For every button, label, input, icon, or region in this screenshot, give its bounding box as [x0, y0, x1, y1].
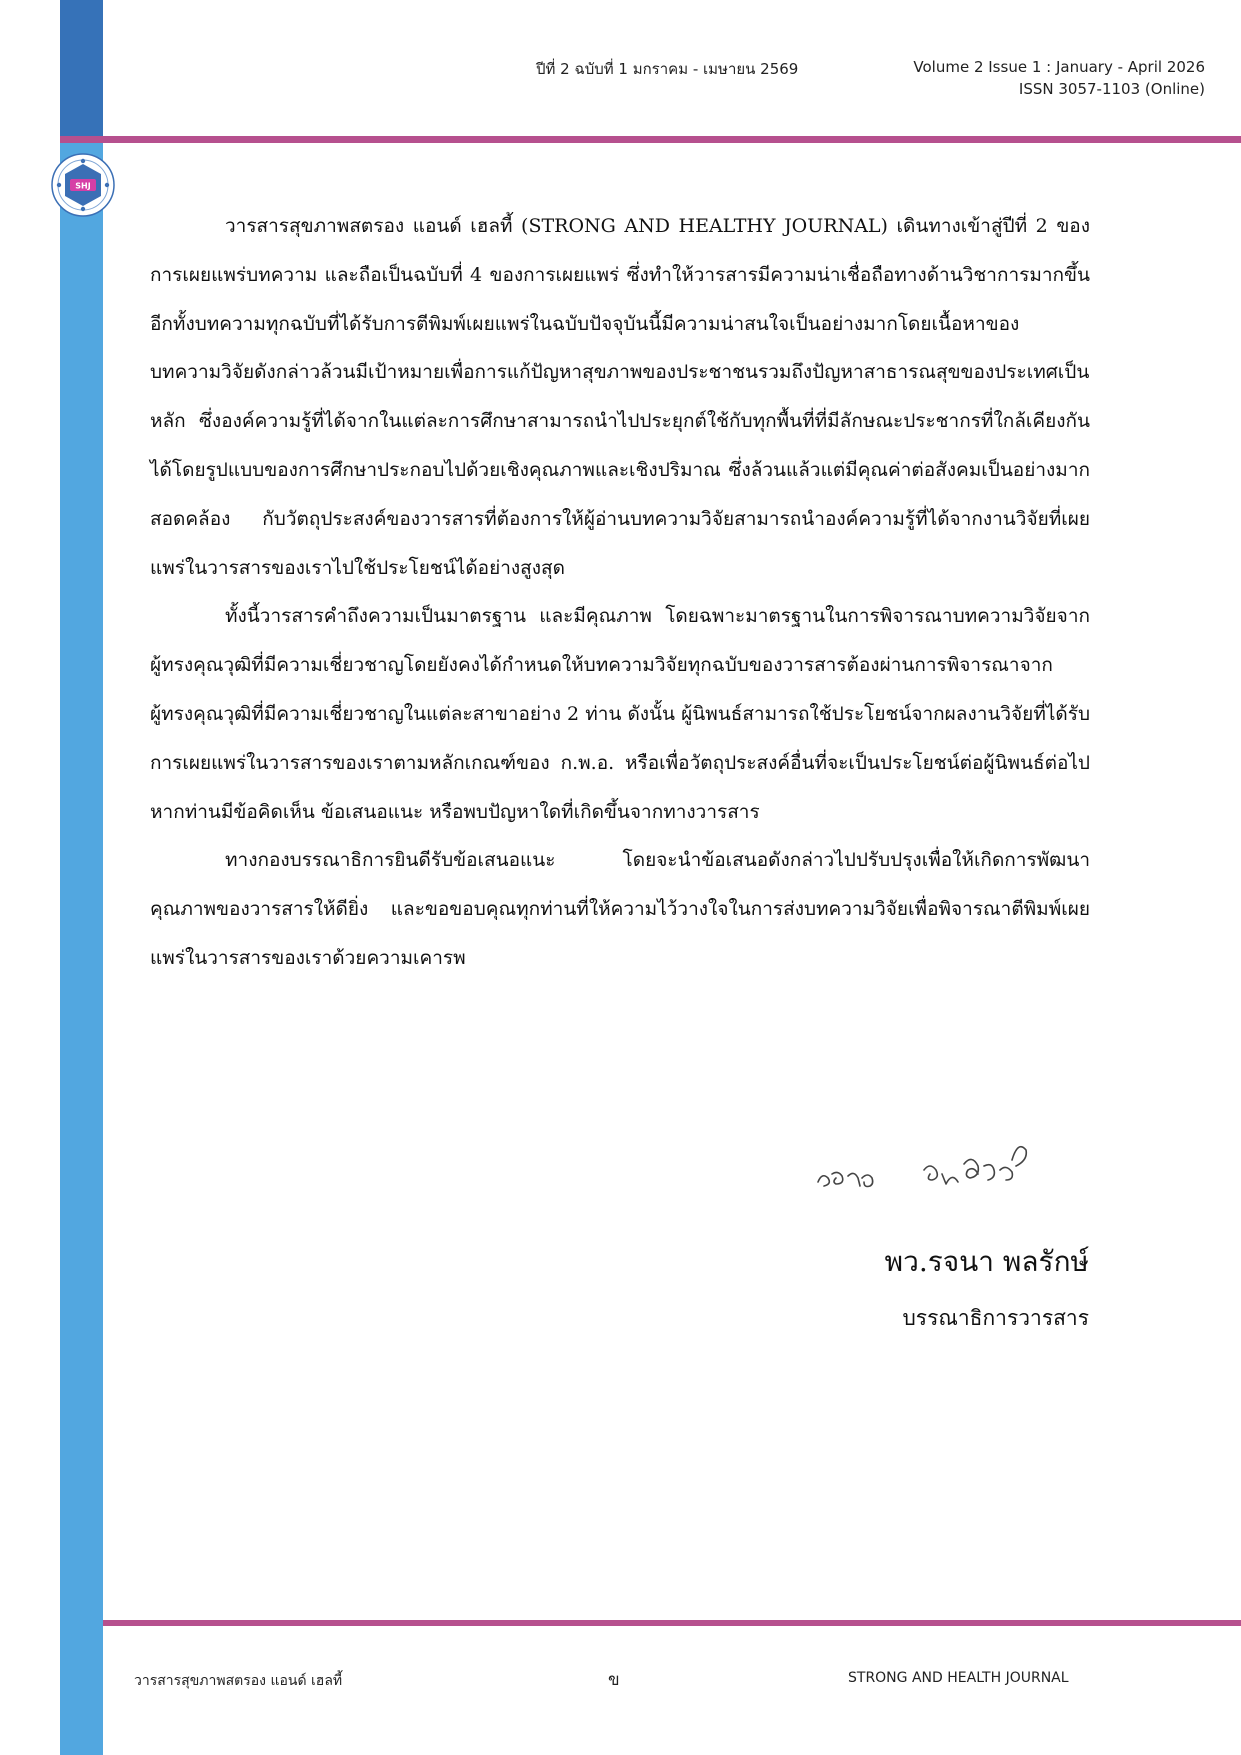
volume-issue: Volume 2 Issue 1 : January - April 2026 [913, 58, 1205, 76]
footer-journal-english: STRONG AND HEALTH JOURNAL [848, 1670, 1069, 1686]
footer-rule [103, 1620, 1241, 1626]
header-rule [60, 136, 1241, 143]
editor-title: บรรณาธิการวารสาร [902, 1306, 1089, 1330]
paragraph-1: วารสารสุขภาพสตรอง แอนด์ เฮลที้ (STRONG AND HEALTHY JOURNAL) เดินทางเข้าสู่ปีที่ 2 ของการเผยแพร่บทความ และถือเป็นฉบับที่ 4 ของการเผยแพร่ ซึ่งทำให้วารสารมีความน่าเชื่อถือทางด้านวิชาการมากขึ้น อีกทั้งบทความทุกฉบับที่ได้รับการตีพิมพ์เผยแพร่ในฉบับปัจจุบันนี้มีความน่าสนใจเป็นอย่างมากโดยเนื้อหาของบทความวิจัยดังกล่าวล้วนมีเป้าหมายเพื่อการแก้ปัญหาสุขภาพของประชาชนรวมถึงปัญหาสาธารณสุขของประเทศเป็นหลัก ซึ่งองค์ความรู้ที่ได้จากในแต่ละการศึกษาสามารถนำไปประยุกต์ใช้กับทุกพื้นที่ที่มีลักษณะประชากรที่ใกล้เคียงกันได้โดยรูปแบบของการศึกษาประกอบไปด้วยเชิงคุณภาพและเชิงปริมาณ ซึ่งล้วนแล้วแต่มีคุณค่าต่อสังคมเป็นอย่างมากสอดคล้อง กับวัตถุประสงค์ของวารสารที่ต้องการให้ผู้อ่านบทความวิจัยสามารถนำองค์ความรู้ที่ได้จากงานวิจัยที่เผยแพร่ในวารสารของเราไปใช้ประโยชน์ได้อย่างสูงสุด [150, 215, 1090, 579]
issue-info-english [913, 56, 1205, 100]
issue-info-thai: ปีที่ 2 ฉบับที่ 1 มกราคม - เมษายน 2569 [536, 60, 799, 78]
page-number: ข [608, 1670, 620, 1690]
logo-text: SHJ [75, 181, 91, 191]
sidebar-top-band [60, 0, 103, 136]
editor-name: พว.รจนา พลรักษ์ [884, 1245, 1089, 1278]
paragraph-2: ทั้งนี้วารสารคำถึงความเป็นมาตรฐาน และมีคุณภาพ โดยฉพาะมาตรฐานในการพิจารณาบทความวิจัยจากผู้ทรงคุณวุฒิที่มีความเชี่ยวชาญโดยยังคงได้กำหนดให้บทความวิจัยทุกฉบับของวารสารต้องผ่านการพิจารณาจากผู้ทรงคุณวุฒิที่มีความเชี่ยวชาญในแต่ละสาขาอย่าง 2 ท่าน ดังนั้น ผู้นิพนธ์สามารถใช้ประโยชน์จากผลงานวิจัยที่ได้รับการเผยแพร่ในวารสารของเราตามหลักเกณฑ์ของ ก.พ.อ. หรือเพื่อวัตถุประสงค์อื่นที่จะเป็นประโยชน์ต่อผู้นิพนธ์ต่อไป หากท่านมีข้อคิดเห็น ข้อเสนอแนะ หรือพบปัญหาใดที่เกิดขึ้นจากทางวารสาร [150, 605, 1090, 823]
journal-logo-icon [50, 152, 116, 218]
issn: ISSN 3057-1103 (Online) [1018, 80, 1205, 98]
paragraph-3: ทางกองบรรณาธิการยินดีรับข้อเสนอแนะ โดยจะนำข้อเสนอดังกล่าวไปปรับปรุงเพื่อให้เกิดการพัฒนาคุณภาพของวารสารให้ดียิ่ง และขอขอบคุณทุกท่านที่ให้ความไว้วางใจในการส่งบทความวิจัยเพื่อพิจารณาตีพิมพ์เผยแพร่ในวารสารของเราด้วยความเคารพ [150, 849, 1090, 969]
footer-journal-thai: วารสารสุขภาพสตรอง แอนด์ เฮลที้ [134, 1673, 343, 1689]
sidebar-band [60, 136, 103, 1755]
editorial-body [150, 202, 1090, 983]
handwritten-signature [812, 1130, 1062, 1200]
